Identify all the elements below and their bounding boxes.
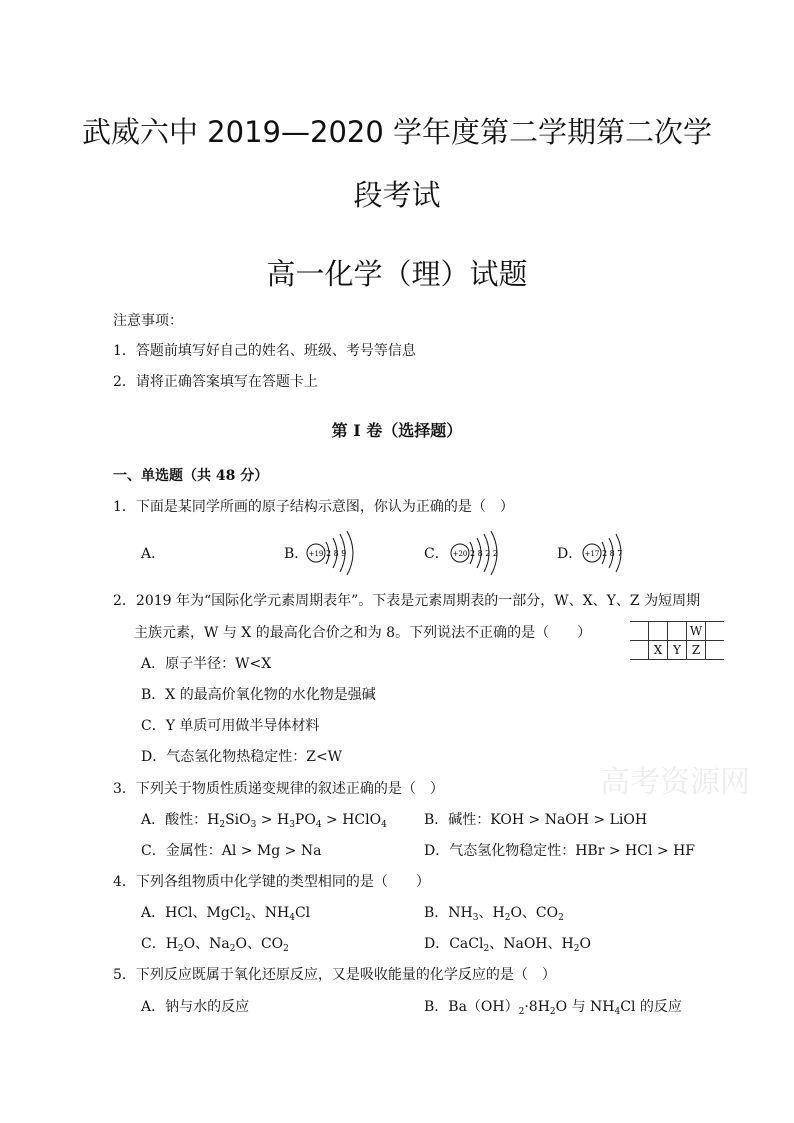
q3-option-b: B．碱性：KOH > NaOH > LiOH	[424, 812, 648, 828]
pt-cell	[668, 622, 687, 641]
q3-option-a: A．酸性：$H_2SiO_3 > H_3PO_4$ > HClO$_4$	[141, 812, 387, 830]
q5-option-a: A．钠与水的反应	[141, 999, 250, 1015]
notice-heading: 注意事项：	[113, 313, 183, 329]
q1-d-shells: 2 8 7	[602, 549, 623, 558]
q1-option-a: A．	[141, 546, 166, 562]
section-title: 第 I 卷（选择题）	[331, 421, 463, 440]
exam-title-line1: 武威六中 2019—2020 学年度第二学期第二次学	[81, 115, 713, 149]
q4-option-d: D．CaCl$_2$、NaOH、$H_2O$	[424, 936, 591, 954]
pt-cell	[706, 641, 725, 660]
q2-periodic-table-fragment	[630, 621, 724, 660]
exam-subtitle: 高一化学（理）试题	[266, 257, 528, 291]
pt-cell	[649, 622, 668, 641]
q1-d-nucleus: +17	[584, 550, 600, 558]
notice-item-2: 2．请将正确答案填写在答题卡上	[113, 374, 318, 390]
q1-option-b-atom-diagram	[306, 528, 356, 578]
pt-cell-w: W	[687, 622, 706, 641]
q1-b-shells: 2 8 9	[326, 549, 347, 558]
q1-c-shells: 2 8 2 2	[470, 549, 498, 558]
q1-option-d-label: D．	[557, 546, 583, 562]
q4-option-b: B．$NH_3$、$H_2O$、$CO_2$	[424, 905, 564, 923]
q4-option-c: C．$H_2O$、$Na_2O$、$CO_2$	[141, 936, 289, 954]
exam-title-line2: 段考试	[353, 178, 441, 212]
q1-option-c-label: C．	[424, 546, 449, 562]
q2-option-d: D．气态氢化物热稳定性：Z<W	[141, 749, 343, 765]
q2-stem-line2: 主族元素，W 与 X 的最高化合价之和为 8。下列说法不正确的是（ ）	[134, 625, 592, 641]
watermark: 高考资源网	[600, 765, 750, 800]
q1-stem: 1．下面是某同学所画的原子结构示意图，你认为正确的是（ ）	[113, 499, 514, 515]
q4-option-a: A．HCl、MgCl$_2$、$NH_4Cl$	[141, 905, 311, 923]
part1-heading: 一、单选题（共 48 分）	[113, 468, 269, 484]
q2-option-a: A．原子半径：W<X	[141, 656, 272, 672]
pt-cell	[630, 622, 649, 641]
q2-option-c: C．Y 单质可用做半导体材料	[141, 718, 320, 734]
pt-cell-y: Y	[668, 641, 687, 660]
q3-option-d: D．气态氢化物稳定性：HBr > HCl > HF	[424, 843, 695, 859]
q2-stem-line1: 2．2019 年为“国际化学元素周期表年”。下表是元素周期表的一部分，W、X、Y、Z 为短周期	[113, 593, 701, 609]
q1-option-d-atom-diagram	[582, 528, 632, 578]
q1-b-nucleus: +19	[308, 550, 324, 558]
pt-cell	[630, 641, 649, 660]
q3-stem: 3．下列关于物质性质递变规律的叙述正确的是（ ）	[113, 781, 444, 797]
q2-option-b: B．X 的最高价氧化物的水化物是强碱	[141, 687, 376, 703]
q5-option-b: B．$Ba(OH)_2\cdot 8H_2O$ 与 $NH_4Cl$ 的反应	[424, 999, 682, 1017]
pt-cell	[706, 622, 725, 641]
q4-stem: 4．下列各组物质中化学键的类型相同的是（ ）	[113, 874, 430, 890]
pt-cell-x: X	[649, 641, 668, 660]
q1-option-c-atom-diagram	[450, 528, 506, 578]
q3-option-c: C．金属性：Al > Mg > Na	[141, 843, 322, 859]
q1-option-b-label: B．	[284, 546, 309, 562]
pt-cell-z: Z	[687, 641, 706, 660]
notice-item-1: 1．答题前填写好自己的姓名、班级、考号等信息	[113, 343, 416, 359]
q1-c-nucleus: +20	[452, 550, 468, 558]
q5-stem: 5．下列反应既属于氧化还原反应，又是吸收能量的化学反应的是（ ）	[113, 967, 556, 983]
